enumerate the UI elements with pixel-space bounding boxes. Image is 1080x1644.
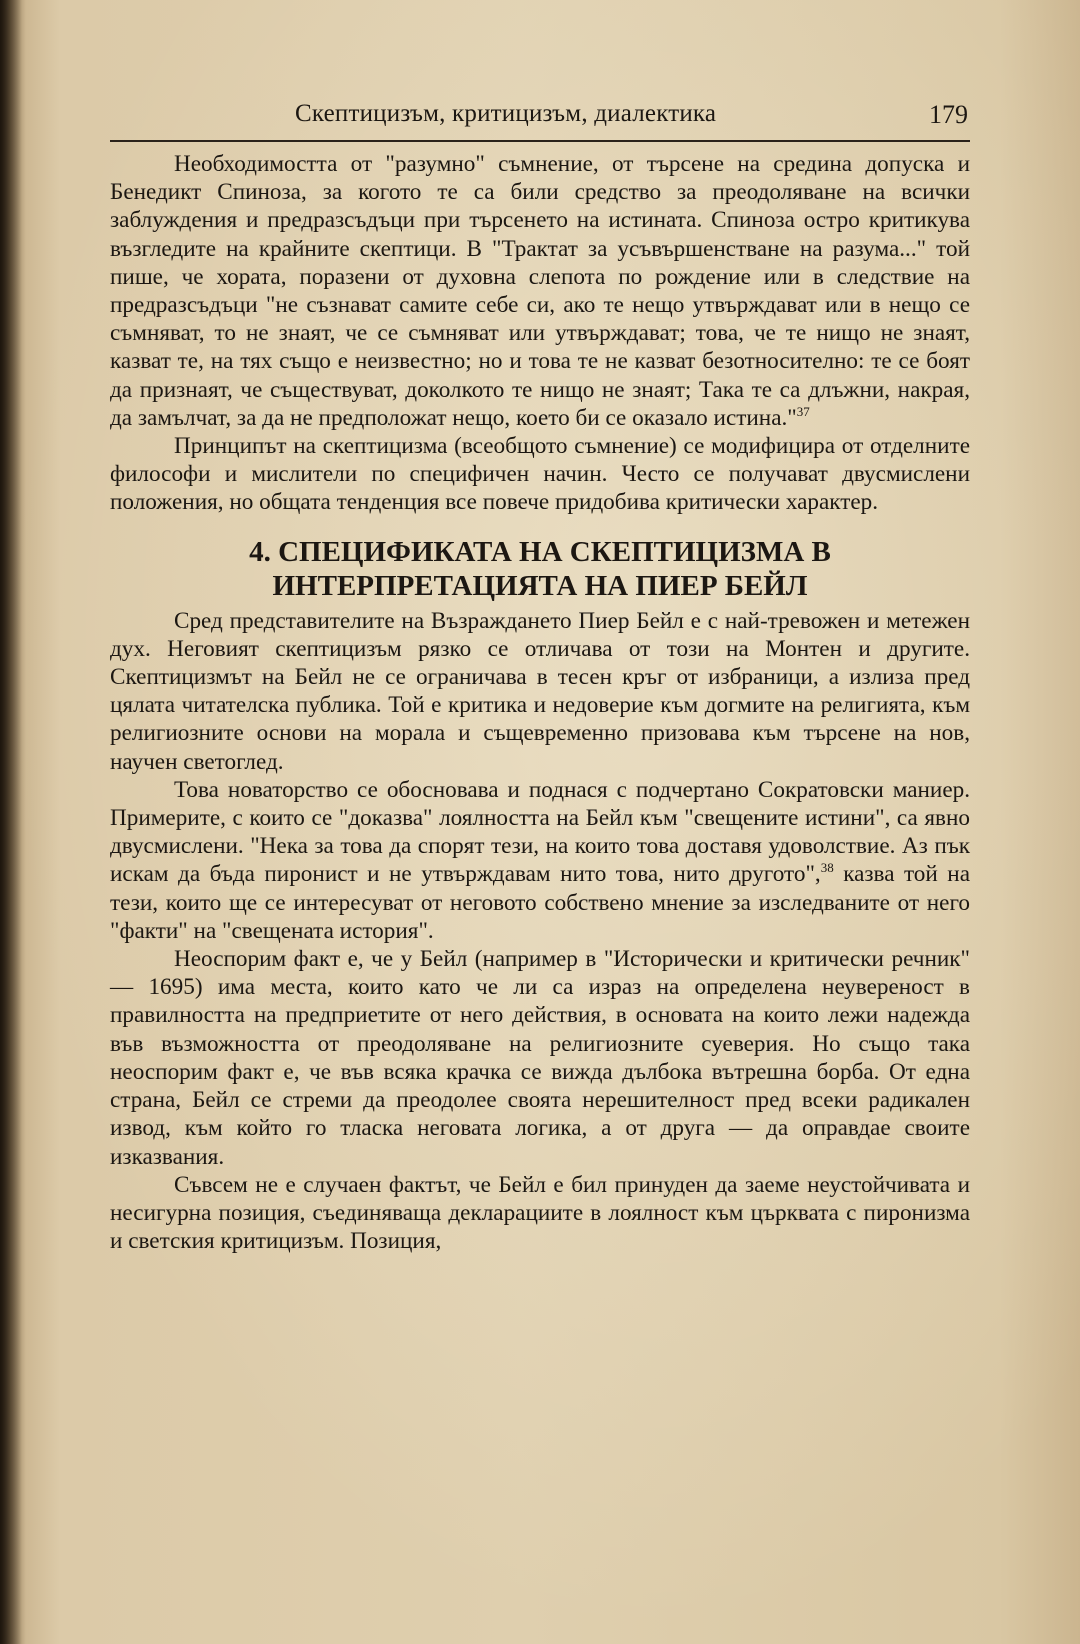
binding-shadow bbox=[0, 0, 22, 1644]
paragraph-1-text: Необходимостта от "разумно" съмнение, от търсене на средина допуска и Бенедикт Спиноза, за когото те са били средство за преодоляване на всички заблуждения и предразсъдъци при търсенето на истината. Спиноза остро критикува възгледите на крайните скептици. В "Трактат за усъвършенстване на разума..." той пише, че хората, поразени от духовна слепота по рождение или в следствие на предразсъдъци "не съзнават самите себе си, ако те нещо утвърждават или в нещо се съмняват, то не знаят, че се съмняват или утвърждават; това, че те нищо не знаят, казват те, на тях също е неизвестно; но и това те не казват безотносително: те се боят да признаят, че съществуват, доколкото те нищо не знаят; Така те са длъжни, накрая, да замълчат, за да не предположат нещо, което би се оказало истина." bbox=[110, 151, 970, 431]
paragraph-5: Неоспорим факт е, че у Бейл (например в "Исторически и критически речник" — 1695) има места, които като че ли са израз на определена неувереност в правилността на предприетите от него действия, в основата на които лежи надежда във възможността от преодоляване на религиозните суеверия. Но също така неоспорим факт е, че във всяка крачка се вижда дълбока вътрешна борба. От една страна, Бейл се стреми да преодолее своята нерешителност пред всеки радикален извод, към който го тласка неговата логика, а от друга — да оправдае своите изказвания. bbox=[110, 946, 970, 1170]
paragraph-6: Съвсем не е случаен фактът, че Бейл е бил принуден да заеме неустойчивата и несигурна позиция, съединяваща декларациите в лоялност към църквата с пиронизма и светския критицизъм. Позиция, bbox=[110, 1171, 970, 1255]
body-text bbox=[110, 150, 970, 1255]
paragraph-3: Сред представителите на Възраждането Пиер Бейл е с най-тревожен и метежен дух. Неговият скептицизъм рязко се отличава от този на Монтен и другите. Скептицизмът на Бейл не се ограничава в тесен кръг от избраници, а излиза пред цялата читателска публика. Той е критика и недоверие към догмите на религията, към религиозните основи на морала и същевременно призовава към търсене на нов, научен светоглед. bbox=[110, 607, 970, 775]
running-header bbox=[110, 98, 970, 142]
paragraph-1 bbox=[110, 150, 970, 432]
paragraph-4-text-a: Това новаторство се обосновава и поднася с подчертано Сократовски маниер. Примерите, с които се "доказва" лоялността на Бейл към "свещените истини", са явно двусмислени. "Нека за това да спорят тези, на които това доставя удоволствие. Аз пък искам да бъда пиронист и не утвърждавам нито това, нито другото", bbox=[110, 776, 970, 888]
paragraph-4 bbox=[110, 776, 970, 945]
section-heading bbox=[110, 535, 970, 603]
page-number: 179 bbox=[929, 100, 968, 129]
section-heading-line-1: 4. СПЕЦИФИКАТА НА СКЕПТИЦИЗМА В bbox=[249, 535, 831, 568]
section-heading-line-2: ИНТЕРПРЕТАЦИЯТА НА ПИЕР БЕЙЛ bbox=[272, 569, 808, 602]
paragraph-4-text-b: казва той на тези, които ще се интересуват от неговото собствено мнение за изследваните от него "факти" на "свещената история". bbox=[110, 861, 970, 944]
footnote-ref-37: 37 bbox=[796, 403, 810, 419]
footnote-ref-38: 38 bbox=[820, 860, 834, 876]
running-title: Скептицизъм, критицизъм, диалектика bbox=[295, 100, 717, 127]
paragraph-2: Принципът на скептицизма (всеобщото съмнение) се модифицира от отделните философи и мислители по специфичен начин. Често се получават двусмислени положения, но общата тенденция все повече придобива критически характер. bbox=[110, 433, 970, 516]
